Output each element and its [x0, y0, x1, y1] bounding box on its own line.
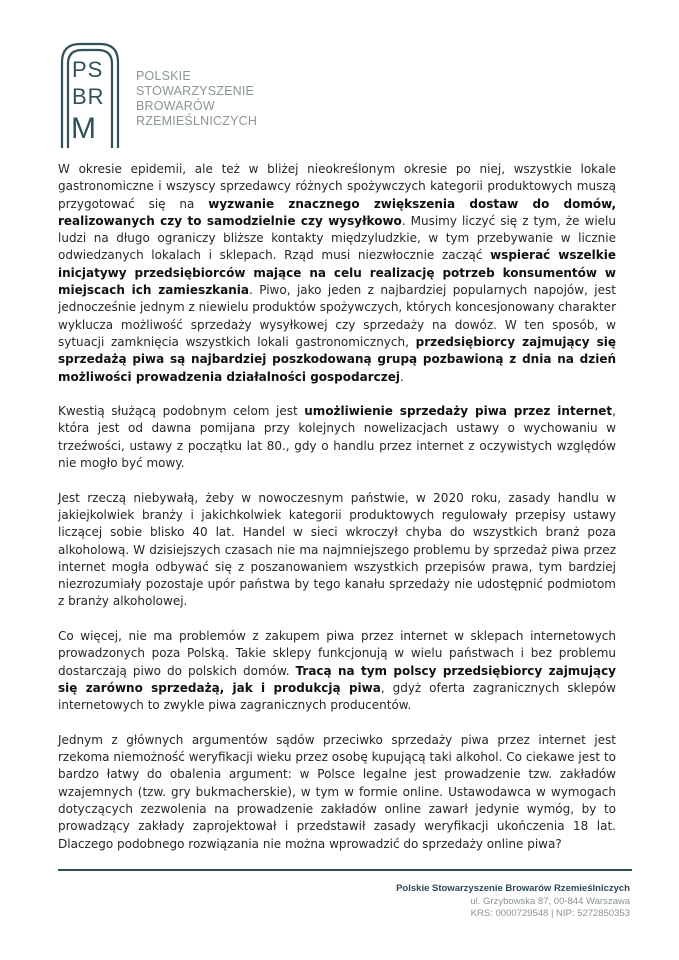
text-run: .: [399, 369, 404, 384]
letterhead: [58, 40, 358, 150]
bold-text: umożliwienie sprzedaży piwa przez internet: [304, 404, 613, 419]
logo-letter-m: M: [71, 112, 97, 145]
org-name-line: STOWARZYSZENIE: [136, 84, 255, 98]
footer-divider: [58, 869, 632, 871]
psbrm-logo-icon: [58, 40, 128, 150]
paragraph: [58, 732, 616, 853]
paragraph: [58, 403, 616, 472]
text-run: , gdyż oferta zagranicznych sklepów internetowych to zwykle piwa zagranicznych producentów.: [58, 680, 616, 713]
org-name-line: RZEMIEŚLNICZYCH: [136, 114, 258, 128]
text-run: . Musimy liczyć się z tym, że wielu ludzi na długo ograniczy bliższe kontakty międzyludzkie, w tym przebywanie w licznie odwiedzanych lokalach i sklepach. Rząd musi niezwłocznie zacząć: [58, 213, 616, 263]
text-run: , która jest od dawna pomijana przy kolejnych nowelizacjach ustawy o wychowaniu w trzeźwości, ustawy z początku lat 80., gdy o handlu przez internet z oczywistych względów nie mogło być mowy.: [58, 404, 616, 471]
bold-text: Tracą na tym polscy przedsiębiorcy zajmujący się zarówno sprzedażą, jak i produkcją piwa: [58, 663, 617, 695]
text-run: Kwestią służącą podobnym celom jest: [58, 404, 305, 419]
paragraph: [58, 628, 616, 714]
org-name-line: BROWARÓW: [136, 99, 215, 113]
text-run: Co więcej, nie ma problemów z zakupem piwa przez internet w sklepach internetowych prowadzonych poza Polską. Takie sklepy funkcjonują w wielu państwach i bez problemu dostarczają piwo do polskich domów.: [58, 629, 616, 678]
footer: [396, 883, 630, 921]
text-run: W okresie epidemii, ale też w bliżej nieokreślonym okresie po niej, wszystkie lokale gastronomiczne i wszyscy sprzedawcy różnych spożywczych kategorii produktowych muszą przygotować się na: [58, 162, 616, 211]
footer-organization-name: Polskie Stowarzyszenie Browarów Rzemieślniczych: [396, 883, 630, 894]
paragraph: [58, 490, 616, 611]
bold-text: wyzwanie znacznego zwiększenia dostaw do domów, realizowanych czy to samodzielnie czy wysyłkowo: [58, 196, 617, 228]
org-name-line: POLSKIE: [136, 69, 191, 83]
logo-letters-ps: PS: [72, 57, 104, 82]
footer-registry: KRS: 0000729548 | NIP: 5272850353: [470, 908, 630, 919]
paragraph: [58, 161, 616, 386]
organization-name: [136, 69, 257, 129]
letter-body: [58, 161, 616, 870]
bold-text: przedsiębiorcy zajmujący się sprzedażą piwa są najbardziej poszkodowaną grupą pozbawioną z dnia na dzień możliwości prowadzenia działalności gospodarczej: [58, 334, 616, 384]
footer-address: ul. Grzybowska 87, 00-844 Warszawa: [470, 895, 630, 907]
text-run: . Piwo, jako jeden z najbardziej popularnych napojów, jest jednocześnie jednym z niewielu produktów spożywczych, których koncesjonowany charakter wyklucza możliwość sprzedaży wysyłkowej czy sprzedaży na dowóz. W ten sposób, w sytuacji zamknięcia wszystkich lokali gastronomicznych,: [58, 283, 616, 349]
logo-letters-br: BR: [72, 84, 105, 109]
text-run: Jest rzeczą niebywałą, żeby w nowoczesnym państwie, w 2020 roku, zasady handlu w jakiejkolwiek branży i jakichkolwiek kategorii produktowych regulowały przepisy ustawy liczącej sobie blisko 40 lat. Handel w sieci wkroczył chyba do wszystkich branż poza alkoholową. W dzisiejszych czasach nie ma najmniejszego problemu by sprzedaż piwa przez internet mogła odbywać się z poszanowaniem wszystkich przepisów prawa, tym bardziej niezrozumiały pozostaje upór państwa by tego kanału sprzedaży nie udostępnić podmiotom z branży alkoholowej.: [58, 490, 616, 609]
text-run: Jednym z głównych argumentów sądów przeciwko sprzedaży piwa przez internet jest rzekoma niemożność weryfikacji wieku przez osobę kupującą taki alkohol. Co ciekawe jest to bardzo łatwy do obalenia argument: w Polsce legalne jest prowadzenie tzw. zakładów wzajemnych (tzw. gry bukmacherskie), w tym w formie online. Ustawodawca w wymogach dotyczących zezwolenia na prowadzenie zakładów online zawarł jedynie wymóg, by to prowadzący zakłady zaprojektował i przedstawił zasady weryfikacji ukończenia 18 lat. Dlaczego podobnego rozwiązania nie można wprowadzić do sprzedaży online piwa?: [58, 732, 616, 851]
bold-text: wspierać wszelkie inicjatywy przedsiębiorców mające na celu realizację potrzeb konsumentów w miejscach ich zamieszkania: [58, 248, 616, 298]
